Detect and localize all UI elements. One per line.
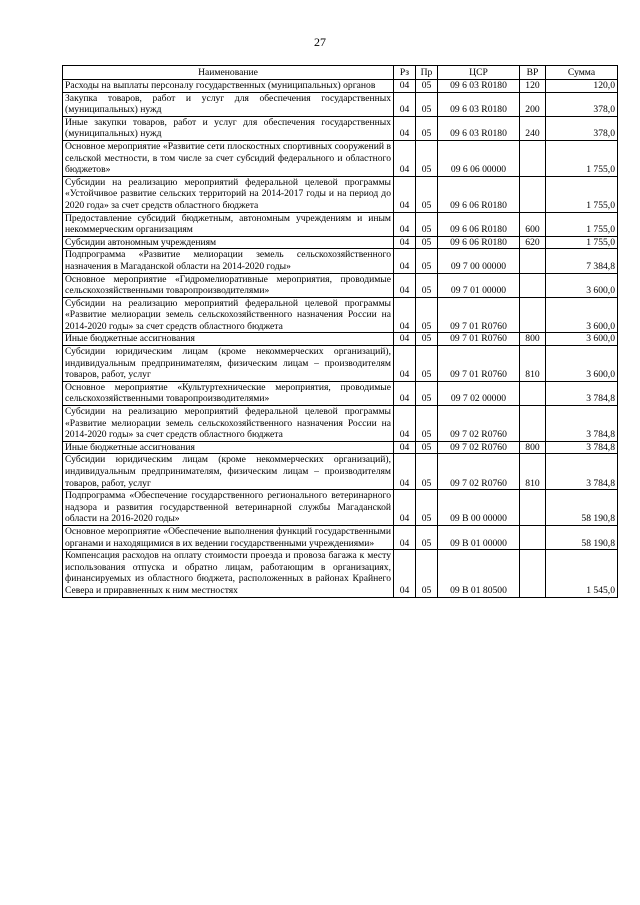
row-rz: 04 <box>394 140 416 176</box>
row-sum: 1 755,0 <box>546 212 618 236</box>
table-row <box>63 176 618 212</box>
row-sum: 1 755,0 <box>546 176 618 212</box>
row-vr: 600 <box>520 212 546 236</box>
row-pr: 05 <box>416 212 438 236</box>
row-sum: 7 384,8 <box>546 249 618 273</box>
row-pr: 05 <box>416 490 438 526</box>
header-name: Наименование <box>63 66 394 80</box>
table-row <box>63 80 618 93</box>
row-sum: 3 784,8 <box>546 406 618 442</box>
row-rz: 04 <box>394 92 416 116</box>
row-name: Иные бюджетные ассигнования <box>63 333 394 346</box>
row-rz: 04 <box>394 441 416 454</box>
row-csr: 09 В 01 00000 <box>438 525 520 549</box>
row-pr: 05 <box>416 297 438 333</box>
row-csr: 09 7 00 00000 <box>438 249 520 273</box>
row-name: Субсидии юридическим лицам (кроме некоммерческих организаций), индивидуальным предпринимателям, физическим лицам – производителям товаров, работ, услуг <box>63 454 394 490</box>
page-number: 27 <box>314 35 326 49</box>
row-sum: 3 600,0 <box>546 346 618 382</box>
row-csr: 09 6 03 R0180 <box>438 80 520 93</box>
table-row <box>63 92 618 116</box>
header-pr: Пр <box>416 66 438 80</box>
row-vr <box>520 176 546 212</box>
table-row <box>63 249 618 273</box>
row-vr: 810 <box>520 346 546 382</box>
row-rz: 04 <box>394 297 416 333</box>
row-csr: 09 7 01 00000 <box>438 273 520 297</box>
row-name: Предоставление субсидий бюджетным, автономным учреждениям и иным некоммерческим организациям <box>63 212 394 236</box>
row-pr: 05 <box>416 454 438 490</box>
row-vr <box>520 273 546 297</box>
row-vr <box>520 406 546 442</box>
row-csr: 09 7 01 R0760 <box>438 333 520 346</box>
table-row <box>63 454 618 490</box>
row-sum: 120,0 <box>546 80 618 93</box>
row-pr: 05 <box>416 236 438 249</box>
row-csr: 09 В 00 00000 <box>438 490 520 526</box>
row-name: Иные бюджетные ассигнования <box>63 441 394 454</box>
row-vr: 620 <box>520 236 546 249</box>
row-name: Основное мероприятие «Развитие сети плоскостных спортивных сооружений в сельской местности, в том числе за счет субсидий федерального и областного бюджетов» <box>63 140 394 176</box>
header-csr: ЦСР <box>438 66 520 80</box>
row-name: Основное мероприятие «Культуртехнические мероприятия, проводимые сельскохозяйственными товаропроизводителями» <box>63 381 394 405</box>
row-name: Субсидии на реализацию мероприятий федеральной целевой программы «Устойчивое развитие сельских территорий на 2014-2017 годы и на период до 2020 года» за счет средств областного бюджета <box>63 176 394 212</box>
row-rz: 04 <box>394 490 416 526</box>
row-sum: 3 600,0 <box>546 333 618 346</box>
row-pr: 05 <box>416 116 438 140</box>
row-sum: 3 600,0 <box>546 297 618 333</box>
row-name: Расходы на выплаты персоналу государственных (муниципальных) органов <box>63 80 394 93</box>
row-rz: 04 <box>394 212 416 236</box>
table-row <box>63 333 618 346</box>
row-name: Субсидии на реализацию мероприятий федеральной целевой программы «Развитие мелиорации земель сельскохозяйственного назначения России на 2014-2020 годы» за счет средств областного бюджета <box>63 297 394 333</box>
row-csr: 09 В 01 80500 <box>438 550 520 597</box>
header-vr: ВР <box>520 66 546 80</box>
row-csr: 09 7 02 R0760 <box>438 454 520 490</box>
table-row <box>63 346 618 382</box>
row-csr: 09 6 06 R0180 <box>438 176 520 212</box>
row-rz: 04 <box>394 525 416 549</box>
budget-table <box>62 65 618 598</box>
table-row <box>63 381 618 405</box>
row-csr: 09 6 03 R0180 <box>438 116 520 140</box>
table-body <box>63 80 618 598</box>
row-sum: 1 755,0 <box>546 236 618 249</box>
row-sum: 58 190,8 <box>546 525 618 549</box>
row-sum: 378,0 <box>546 116 618 140</box>
table-row <box>63 406 618 442</box>
row-csr: 09 7 02 R0760 <box>438 441 520 454</box>
row-rz: 04 <box>394 273 416 297</box>
row-vr: 240 <box>520 116 546 140</box>
row-vr <box>520 525 546 549</box>
row-vr <box>520 550 546 597</box>
row-csr: 09 7 02 00000 <box>438 381 520 405</box>
row-sum: 378,0 <box>546 92 618 116</box>
row-rz: 04 <box>394 550 416 597</box>
row-rz: 04 <box>394 80 416 93</box>
row-name: Основное мероприятие «Обеспечение выполнения функций государственными органами и находящимися в их ведении государственными учреждениями» <box>63 525 394 549</box>
row-vr: 800 <box>520 441 546 454</box>
table-row <box>63 441 618 454</box>
header-rz: Рз <box>394 66 416 80</box>
table-row <box>63 525 618 549</box>
row-csr: 09 6 03 R0180 <box>438 92 520 116</box>
table-row <box>63 116 618 140</box>
row-sum: 1 755,0 <box>546 140 618 176</box>
row-sum: 3 784,8 <box>546 441 618 454</box>
row-csr: 09 6 06 R0180 <box>438 212 520 236</box>
row-name: Субсидии юридическим лицам (кроме некоммерческих организаций), индивидуальным предпринимателям, физическим лицам – производителям товаров, работ, услуг <box>63 346 394 382</box>
table-row <box>63 550 618 597</box>
row-sum: 58 190,8 <box>546 490 618 526</box>
row-vr: 120 <box>520 80 546 93</box>
row-name: Субсидии на реализацию мероприятий федеральной целевой программы «Развитие мелиорации земель сельскохозяйственного назначения России на 2014-2020 годы» за счет средств областного бюджета <box>63 406 394 442</box>
row-csr: 09 6 06 R0180 <box>438 236 520 249</box>
row-pr: 05 <box>416 92 438 116</box>
header-sum: Сумма <box>546 66 618 80</box>
table-row <box>63 212 618 236</box>
row-name: Закупка товаров, работ и услуг для обеспечения государственных (муниципальных) нужд <box>63 92 394 116</box>
row-name: Субсидии автономным учреждениям <box>63 236 394 249</box>
table-row <box>63 140 618 176</box>
row-pr: 05 <box>416 273 438 297</box>
table-row <box>63 273 618 297</box>
row-csr: 09 7 01 R0760 <box>438 297 520 333</box>
row-sum: 3 600,0 <box>546 273 618 297</box>
row-name: Подпрограмма «Развитие мелиорации земель сельскохозяйственного назначения в Магаданской области на 2014-2020 годы» <box>63 249 394 273</box>
row-pr: 05 <box>416 441 438 454</box>
row-pr: 05 <box>416 550 438 597</box>
row-sum: 1 545,0 <box>546 550 618 597</box>
row-rz: 04 <box>394 236 416 249</box>
row-pr: 05 <box>416 80 438 93</box>
row-csr: 09 7 01 R0760 <box>438 346 520 382</box>
row-csr: 09 7 02 R0760 <box>438 406 520 442</box>
row-vr <box>520 297 546 333</box>
row-vr: 200 <box>520 92 546 116</box>
table-row <box>63 490 618 526</box>
row-name: Подпрограмма «Обеспечение государственного регионального ветеринарного надзора и развития государственной ветеринарной службы Магаданской области на 2016-2020 годы» <box>63 490 394 526</box>
row-name: Иные закупки товаров, работ и услуг для обеспечения государственных (муниципальных) нужд <box>63 116 394 140</box>
row-vr: 810 <box>520 454 546 490</box>
row-csr: 09 6 06 00000 <box>438 140 520 176</box>
header-row <box>63 66 618 80</box>
row-vr <box>520 140 546 176</box>
row-name: Компенсация расходов на оплату стоимости проезда и провоза багажа к месту использования отпуска и обратно лицам, работающим в организациях, финансируемых из областного бюджета, расположенных в районах Крайнего Севера и приравненных к ним местностях <box>63 550 394 597</box>
row-rz: 04 <box>394 333 416 346</box>
row-rz: 04 <box>394 176 416 212</box>
row-rz: 04 <box>394 381 416 405</box>
row-pr: 05 <box>416 249 438 273</box>
row-pr: 05 <box>416 333 438 346</box>
row-pr: 05 <box>416 406 438 442</box>
row-sum: 3 784,8 <box>546 454 618 490</box>
row-vr <box>520 490 546 526</box>
row-vr <box>520 249 546 273</box>
row-pr: 05 <box>416 176 438 212</box>
row-rz: 04 <box>394 249 416 273</box>
row-rz: 04 <box>394 116 416 140</box>
row-rz: 04 <box>394 454 416 490</box>
row-pr: 05 <box>416 140 438 176</box>
row-vr: 800 <box>520 333 546 346</box>
table-row <box>63 297 618 333</box>
row-pr: 05 <box>416 346 438 382</box>
row-vr <box>520 381 546 405</box>
row-name: Основное мероприятие «Гидромелиоративные мероприятия, проводимые сельскохозяйственными товаропроизводителями» <box>63 273 394 297</box>
row-pr: 05 <box>416 381 438 405</box>
row-pr: 05 <box>416 525 438 549</box>
row-sum: 3 784,8 <box>546 381 618 405</box>
row-rz: 04 <box>394 406 416 442</box>
row-rz: 04 <box>394 346 416 382</box>
table-row <box>63 236 618 249</box>
